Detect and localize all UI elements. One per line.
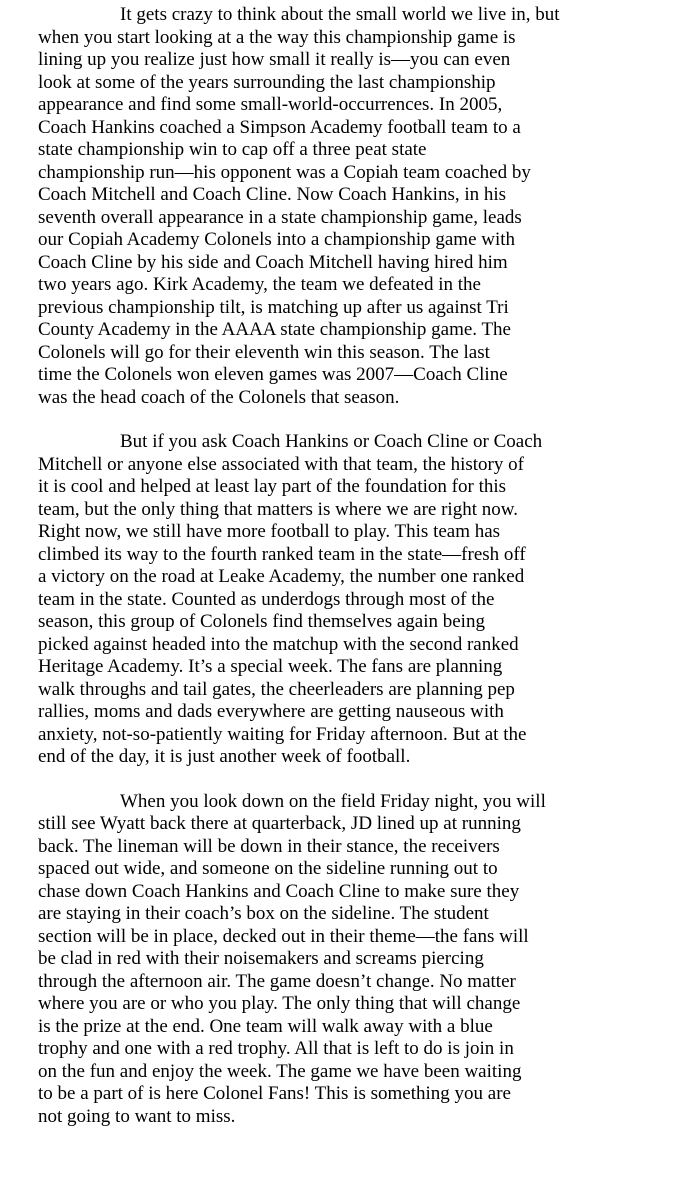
text-line: two years ago. Kirk Academy, the team we defeated in the — [38, 274, 481, 295]
text-line: Coach Cline by his side and Coach Mitchell having hired him — [38, 251, 508, 273]
text-line: Right now, we still have more football to play. This team has — [38, 521, 501, 542]
text-line: back. The lineman will be down in their stance, the receivers — [38, 835, 500, 857]
text-line: chase down Coach Hankins and Coach Cline to make sure they — [38, 880, 520, 902]
text-line: state championship win to cap off a three peat state — [38, 139, 427, 160]
text-line: are staying in their coach’s box on the sideline. The student — [38, 903, 489, 924]
text-line: team in the state. Counted as underdogs through most of the — [38, 588, 495, 610]
text-line: climbed its way to the fourth ranked team in the state—fresh off — [38, 543, 526, 565]
text-line: Mitchell or anyone else associated with that team, the history of — [38, 453, 524, 475]
text-line: Coach Hankins coached a Simpson Academy football team to a — [38, 116, 521, 138]
text-line: Coach Mitchell and Coach Cline. Now Coach Hankins, in his — [38, 184, 507, 205]
text-line: end of the day, it is just another week of football. — [38, 746, 411, 767]
text-line: County Academy in the AAAA state championship game. The — [38, 319, 511, 340]
text-line: spaced out wide, and someone on the sideline running out to — [38, 858, 498, 879]
text-line: previous championship tilt, is matching up after us against Tri — [38, 296, 509, 318]
text-line: seventh overall appearance in a state championship game, leads — [38, 206, 522, 228]
text-line: Colonels will go for their eleventh win this season. The last — [38, 341, 490, 363]
text-line: is the prize at the end. One team will walk away with a blue — [38, 1015, 493, 1037]
text-line: it is cool and helped at least lay part of the foundation for this — [38, 476, 507, 497]
text-line: our Copiah Academy Colonels into a championship game with — [38, 229, 516, 250]
text-line: a victory on the road at Leake Academy, the number one ranked — [38, 566, 525, 587]
text-line: when you start looking at a the way this championship game is — [38, 26, 516, 48]
text-line: lining up you realize just how small it really is—you can even — [38, 49, 511, 70]
paragraph-1 — [38, 4, 642, 409]
paragraph-2 — [38, 431, 642, 769]
text-line: section will be in place, decked out in their theme—the fans will — [38, 925, 529, 947]
text-line: walk throughs and tail gates, the cheerleaders are planning pep — [38, 678, 515, 700]
text-line: was the head coach of the Colonels that season. — [38, 386, 400, 408]
text-line: anxiety, not-so-patiently waiting for Friday afternoon. But at the — [38, 723, 527, 745]
text-line: picked against headed into the matchup with the second ranked — [38, 633, 519, 655]
text-line: still see Wyatt back there at quarterback, JD lined up at running — [38, 813, 521, 834]
text-line: through the afternoon air. The game doesn’t change. No matter — [38, 970, 516, 992]
text-line: on the fun and enjoy the week. The game we have been waiting — [38, 1060, 522, 1082]
text-line: season, this group of Colonels find themselves again being — [38, 611, 485, 632]
text-line: not going to want to miss. — [38, 1105, 236, 1127]
text-column — [38, 4, 642, 1128]
text-line: rallies, moms and dads everywhere are getting nauseous with — [38, 701, 504, 722]
text-line: When you look down on the field Friday night, you will — [120, 790, 546, 812]
text-line: to be a part of is here Colonel Fans! This is something you are — [38, 1083, 511, 1104]
text-line: appearance and find some small-world-occurrences. In 2005, — [38, 94, 503, 115]
text-line: look at some of the years surrounding the last championship — [38, 71, 496, 93]
text-line: where you are or who you play. The only thing that will change — [38, 993, 521, 1014]
text-line: It gets crazy to think about the small world we live in, but — [120, 4, 560, 25]
text-line: trophy and one with a red trophy. All that is left to do is join in — [38, 1038, 514, 1059]
paragraph-3 — [38, 791, 642, 1129]
text-line: be clad in red with their noisemakers and screams piercing — [38, 948, 484, 969]
text-line: Heritage Academy. It’s a special week. The fans are planning — [38, 656, 503, 677]
text-line: championship run—his opponent was a Copiah team coached by — [38, 161, 531, 183]
text-line: time the Colonels won eleven games was 2007—Coach Cline — [38, 364, 508, 385]
text-line: But if you ask Coach Hankins or Coach Cline or Coach — [120, 431, 543, 452]
text-line: team, but the only thing that matters is where we are right now. — [38, 498, 518, 520]
